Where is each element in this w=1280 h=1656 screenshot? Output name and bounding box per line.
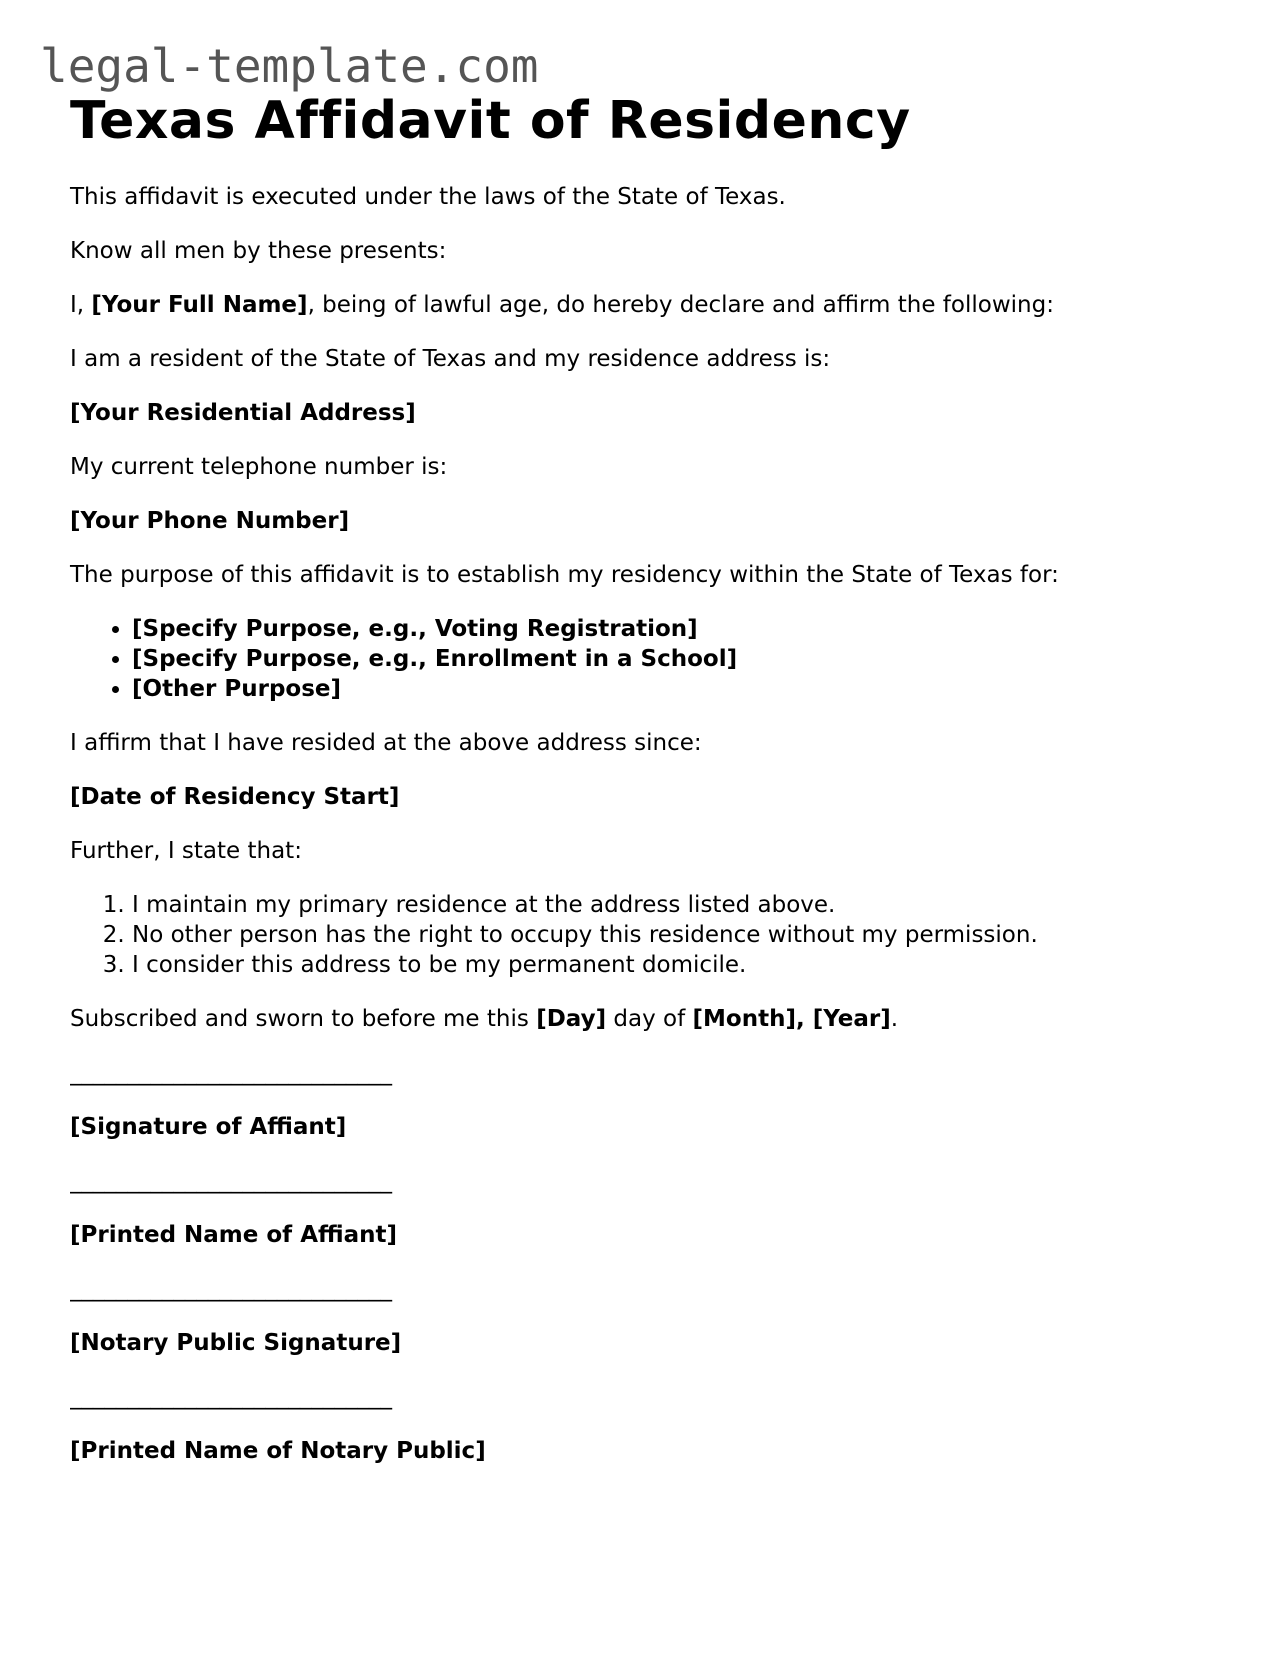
document-body: [70, 84, 1190, 1490]
signature-line: ____________________________: [70, 1276, 392, 1302]
residence-statement: I am a resident of the State of Texas and my residence address is:: [70, 346, 831, 372]
phone-placeholder: [Your Phone Number]: [70, 508, 350, 534]
purpose-item: • [Specify Purpose, e.g., Enrollment in a School]: [132, 644, 1190, 674]
full-name-placeholder: [Your Full Name]: [91, 292, 308, 318]
residency-date-placeholder: [Date of Residency Start]: [70, 784, 400, 810]
statement-item: 1. I maintain my primary residence at the address listed above.: [132, 890, 1190, 920]
purpose-list: [70, 614, 1190, 704]
month-year-placeholder: [Month], [Year]: [692, 1006, 891, 1032]
signature-line: ____________________________: [70, 1060, 392, 1086]
intro-paragraph: This affidavit is executed under the laws of the State of Texas.: [70, 184, 786, 210]
purpose-item: • [Specify Purpose, e.g., Voting Registration]: [132, 614, 1190, 644]
statement-list: [70, 890, 1190, 980]
statement-item: 3. I consider this address to be my permanent domicile.: [132, 950, 1190, 980]
further-statement: Further, I state that:: [70, 838, 302, 864]
day-placeholder: [Day]: [536, 1006, 607, 1032]
phone-statement: My current telephone number is:: [70, 454, 448, 480]
statement-item: 2. No other person has the right to occupy this residence without my permission.: [132, 920, 1190, 950]
signature-line: ____________________________: [70, 1168, 392, 1194]
address-placeholder: [Your Residential Address]: [70, 400, 416, 426]
signature-line: ____________________________: [70, 1384, 392, 1410]
sworn-paragraph: [70, 1004, 1190, 1034]
affiant-signature-label: [Signature of Affiant]: [70, 1114, 347, 1140]
document-title: Texas Affidavit of Residency: [70, 91, 911, 151]
since-statement: I affirm that I have resided at the above address since:: [70, 730, 702, 756]
declaration-prefix: I,: [70, 292, 92, 318]
purpose-statement: The purpose of this affidavit is to establish my residency within the State of Texas for:: [70, 562, 1059, 588]
notary-signature-label: [Notary Public Signature]: [70, 1330, 402, 1356]
declaration-suffix: , being of lawful age, do hereby declare and affirm the following:: [307, 292, 1054, 318]
notary-name-label: [Printed Name of Notary Public]: [70, 1438, 486, 1464]
sworn-prefix: Subscribed and sworn to before me this: [70, 1006, 537, 1032]
affiant-name-label: [Printed Name of Affiant]: [70, 1222, 398, 1248]
know-all-paragraph: Know all men by these presents:: [70, 238, 447, 264]
sworn-middle: day of: [606, 1006, 693, 1032]
sworn-suffix: .: [890, 1006, 899, 1032]
declaration-paragraph: [70, 290, 1190, 320]
watermark: legal-template.com: [40, 39, 539, 93]
purpose-item: • [Other Purpose]: [132, 674, 1190, 704]
